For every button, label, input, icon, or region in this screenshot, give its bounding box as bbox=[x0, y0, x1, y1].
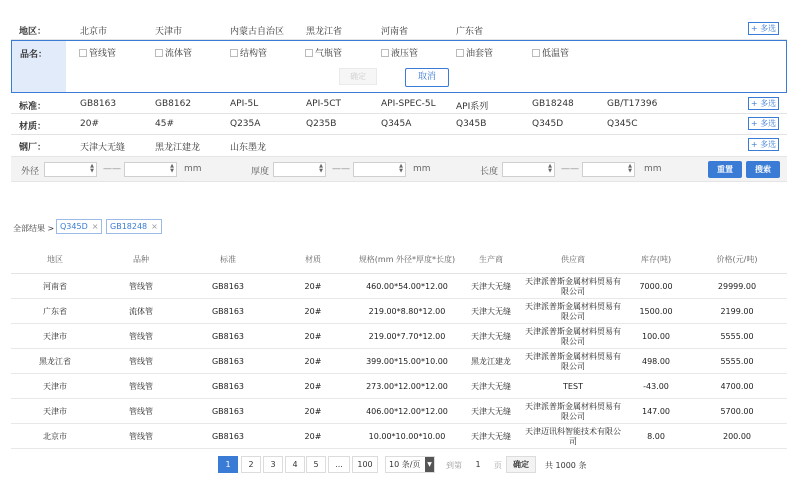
cell-material: 20# bbox=[304, 281, 322, 291]
close-icon[interactable]: × bbox=[151, 222, 158, 231]
cell-material: 20# bbox=[304, 431, 322, 441]
cell-standard: GB8163 bbox=[211, 331, 245, 341]
pinming-check-pipeline[interactable] bbox=[79, 46, 116, 59]
filter-row-material bbox=[11, 114, 787, 135]
goto-page-input[interactable]: 1 bbox=[467, 456, 489, 473]
pinming-option-label: 流体管 bbox=[165, 49, 193, 59]
material-option[interactable]: 45# bbox=[155, 119, 174, 129]
spinner-arrows-icon[interactable]: ▲ ▼ bbox=[319, 163, 323, 174]
standard-option[interactable]: API系列 bbox=[456, 102, 489, 112]
material-option[interactable]: Q345C bbox=[607, 119, 638, 129]
material-option[interactable]: Q345D bbox=[532, 119, 564, 129]
checkbox-icon[interactable] bbox=[230, 49, 238, 57]
cell-manufacturer: 天津大无缝 bbox=[471, 281, 511, 291]
cell-supplier: 天津派普斯金属材料贸易有限公司 bbox=[525, 326, 621, 346]
total-count: 共 1000 条 bbox=[545, 461, 587, 470]
pinming-option-label: 油套管 bbox=[466, 49, 494, 59]
checkbox-icon[interactable] bbox=[79, 49, 87, 57]
column-header: 材质 bbox=[305, 254, 321, 264]
chevron-down-icon[interactable]: ▼ bbox=[425, 457, 434, 472]
cell-stock: 498.00 bbox=[642, 356, 670, 366]
tag-label: Q345D bbox=[60, 222, 88, 231]
cell-region: 天津市 bbox=[43, 331, 67, 341]
cell-supplier: 天津派普斯金属材料贸易有限公司 bbox=[525, 276, 621, 296]
cell-stock: -43.00 bbox=[643, 381, 669, 391]
tag-label: GB18248 bbox=[110, 222, 148, 231]
cell-stock: 1500.00 bbox=[639, 306, 673, 316]
material-option[interactable]: Q235B bbox=[306, 119, 337, 129]
material-option[interactable]: Q345A bbox=[381, 119, 412, 129]
column-header: 标准 bbox=[220, 254, 236, 264]
table-row[interactable] bbox=[11, 274, 787, 299]
page-unit-label: 页 bbox=[494, 461, 502, 470]
range-dash: —— bbox=[561, 164, 579, 174]
cell-price: 200.00 bbox=[723, 431, 751, 441]
standard-multiselect-button[interactable]: + 多选 bbox=[748, 97, 779, 110]
checkbox-icon[interactable] bbox=[532, 49, 540, 57]
pinming-check-fluid[interactable] bbox=[155, 46, 192, 59]
cell-spec: 399.00*15.00*10.00 bbox=[366, 356, 448, 366]
standard-option[interactable]: GB/T17396 bbox=[607, 99, 658, 109]
region-option-guangdong[interactable]: 广东省 bbox=[456, 27, 484, 37]
spinner-arrows-icon[interactable]: ▲ ▼ bbox=[548, 163, 552, 174]
cell-manufacturer: 天津大无缝 bbox=[471, 406, 511, 416]
pinming-check-gas-cylinder[interactable] bbox=[305, 46, 342, 59]
material-multiselect-button[interactable]: + 多选 bbox=[748, 117, 779, 130]
pinming-check-low-temp[interactable] bbox=[532, 46, 569, 59]
cell-variety: 流体管 bbox=[129, 306, 153, 316]
range-unit: mm bbox=[644, 164, 662, 174]
checkbox-icon[interactable] bbox=[305, 49, 313, 57]
column-header: 生产商 bbox=[479, 254, 503, 264]
standard-option[interactable]: API-5CT bbox=[306, 99, 341, 109]
page-button-last[interactable]: 100 bbox=[352, 456, 378, 473]
standard-option[interactable]: API-5L bbox=[230, 99, 259, 109]
cell-variety: 管线管 bbox=[129, 356, 153, 366]
filter-tag-q345d[interactable] bbox=[56, 219, 102, 234]
region-option-tianjin[interactable]: 天津市 bbox=[155, 27, 183, 37]
cell-supplier: TEST bbox=[563, 381, 583, 391]
page-button-1[interactable]: 1 bbox=[218, 456, 238, 473]
filter-panel-pinming bbox=[11, 40, 787, 93]
spinner-arrows-icon[interactable]: ▲ ▼ bbox=[170, 163, 174, 174]
cell-standard: GB8163 bbox=[211, 306, 245, 316]
page-button-4[interactable]: 4 bbox=[285, 456, 305, 473]
cell-spec: 219.00*7.70*12.00 bbox=[368, 331, 446, 341]
range-dash: —— bbox=[103, 164, 121, 174]
cell-material: 20# bbox=[304, 306, 322, 316]
cell-manufacturer: 天津大无缝 bbox=[471, 431, 511, 441]
length-min-input[interactable] bbox=[502, 162, 555, 177]
results-table-header bbox=[11, 244, 787, 274]
mill-option[interactable]: 黑龙江建龙 bbox=[155, 143, 201, 153]
column-header: 供应商 bbox=[561, 254, 585, 264]
cell-spec: 219.00*8.80*12.00 bbox=[368, 306, 446, 316]
cell-standard: GB8163 bbox=[211, 406, 245, 416]
page-button-3[interactable]: 3 bbox=[263, 456, 283, 473]
cell-manufacturer: 黑龙江建龙 bbox=[471, 356, 511, 366]
region-option-beijing[interactable]: 北京市 bbox=[80, 27, 108, 37]
table-row[interactable] bbox=[11, 399, 787, 424]
cell-price: 29999.00 bbox=[717, 281, 757, 291]
page-button-2[interactable]: 2 bbox=[241, 456, 261, 473]
thickness-label: 厚度 bbox=[251, 167, 270, 177]
filter-row-region bbox=[11, 16, 787, 40]
material-option[interactable]: Q235A bbox=[230, 119, 261, 129]
filter-row-standard bbox=[11, 94, 787, 114]
mill-multiselect-button[interactable]: + 多选 bbox=[748, 138, 779, 151]
goto-confirm-button[interactable]: 确定 bbox=[506, 456, 536, 473]
cell-stock: 8.00 bbox=[647, 431, 665, 441]
page-ellipsis[interactable]: ... bbox=[328, 456, 350, 473]
all-results-breadcrumb[interactable]: 全部结果 > bbox=[13, 224, 55, 233]
cell-stock: 100.00 bbox=[642, 331, 670, 341]
pinming-option-label: 气瓶管 bbox=[315, 49, 343, 59]
pinming-confirm-button[interactable]: 确定 bbox=[339, 68, 377, 85]
checkbox-icon[interactable] bbox=[155, 49, 163, 57]
pinming-option-label: 结构管 bbox=[240, 49, 268, 59]
cell-spec: 273.00*12.00*12.00 bbox=[366, 381, 448, 391]
filter-label-mill: 钢厂： bbox=[19, 143, 47, 153]
cell-spec: 460.00*54.00*12.00 bbox=[366, 281, 448, 291]
cell-stock: 7000.00 bbox=[639, 281, 673, 291]
cell-price: 4700.00 bbox=[720, 381, 754, 391]
spinner-arrows-icon[interactable]: ▲ ▼ bbox=[90, 163, 94, 174]
filter-row-mill bbox=[11, 135, 787, 156]
pinming-cancel-button[interactable]: 取消 bbox=[405, 68, 449, 87]
mill-option[interactable]: 山东墨龙 bbox=[230, 143, 267, 153]
page-button-5[interactable]: 5 bbox=[306, 456, 326, 473]
region-multiselect-button[interactable]: + 多选 bbox=[748, 22, 779, 35]
cell-supplier: 天津派普斯金属材料贸易有限公司 bbox=[525, 351, 621, 371]
pinming-check-casing[interactable] bbox=[456, 46, 493, 59]
pinming-check-structural[interactable] bbox=[230, 46, 267, 59]
range-unit: mm bbox=[413, 164, 431, 174]
pinming-check-hydraulic[interactable] bbox=[381, 46, 418, 59]
length-label: 长度 bbox=[480, 167, 499, 177]
outer-diameter-min-input[interactable] bbox=[44, 162, 97, 177]
region-option-henan[interactable]: 河南省 bbox=[381, 27, 409, 37]
thickness-min-input[interactable] bbox=[273, 162, 326, 177]
cell-material: 20# bbox=[304, 356, 322, 366]
column-header: 价格(元/吨) bbox=[716, 254, 758, 264]
pinming-option-label: 液压管 bbox=[391, 49, 419, 59]
cell-region: 黑龙江省 bbox=[39, 356, 71, 366]
spinner-arrows-icon[interactable]: ▲ ▼ bbox=[399, 163, 403, 174]
standard-option[interactable]: GB18248 bbox=[532, 99, 574, 109]
range-filter-bar bbox=[11, 156, 787, 182]
cell-standard: GB8163 bbox=[211, 281, 245, 291]
cell-supplier: 天津迈讯科智能技术有限公司 bbox=[525, 426, 621, 446]
mill-option[interactable]: 天津大无缝 bbox=[80, 143, 126, 153]
cell-price: 2199.00 bbox=[720, 306, 754, 316]
page-size-select[interactable] bbox=[385, 456, 435, 473]
material-option[interactable]: 20# bbox=[80, 119, 99, 129]
column-header: 规格(mm 外径*厚度*长度) bbox=[358, 254, 456, 264]
column-header: 品种 bbox=[133, 254, 149, 264]
cell-material: 20# bbox=[304, 381, 322, 391]
checkbox-icon[interactable] bbox=[456, 49, 464, 57]
cell-standard: GB8163 bbox=[211, 356, 245, 366]
pinming-option-label: 管线管 bbox=[89, 49, 117, 59]
length-max-input[interactable] bbox=[582, 162, 635, 177]
outer-diameter-max-input[interactable] bbox=[124, 162, 177, 177]
range-unit: mm bbox=[184, 164, 202, 174]
page-size-value: 10 条/页 bbox=[389, 460, 421, 469]
material-option[interactable]: Q345B bbox=[456, 119, 487, 129]
spinner-arrows-icon[interactable]: ▲ ▼ bbox=[628, 163, 632, 174]
table-row[interactable] bbox=[11, 324, 787, 349]
table-row[interactable] bbox=[11, 374, 787, 399]
cell-supplier: 天津派普斯金属材料贸易有限公司 bbox=[525, 401, 621, 421]
cell-variety: 管线管 bbox=[129, 431, 153, 441]
cell-region: 天津市 bbox=[43, 381, 67, 391]
cell-manufacturer: 天津大无缝 bbox=[471, 381, 511, 391]
region-option-heilongjiang[interactable]: 黑龙江省 bbox=[306, 27, 343, 37]
cell-supplier: 天津派普斯金属材料贸易有限公司 bbox=[525, 301, 621, 321]
cell-price: 5555.00 bbox=[720, 356, 754, 366]
outer-diameter-label: 外径 bbox=[21, 167, 40, 177]
range-dash: —— bbox=[332, 164, 350, 174]
reset-button[interactable]: 重置 bbox=[708, 161, 742, 178]
cell-manufacturer: 天津大无缝 bbox=[471, 306, 511, 316]
filter-label-region: 地区： bbox=[19, 27, 47, 37]
standard-option[interactable]: GB8163 bbox=[80, 99, 117, 109]
cell-material: 20# bbox=[304, 406, 322, 416]
table-row[interactable] bbox=[11, 299, 787, 324]
filter-label-standard: 标准： bbox=[19, 102, 47, 112]
column-header: 库存(吨) bbox=[640, 254, 672, 264]
thickness-max-input[interactable] bbox=[353, 162, 406, 177]
cell-region: 河南省 bbox=[43, 281, 67, 291]
close-icon[interactable]: × bbox=[91, 222, 99, 231]
cell-material: 20# bbox=[304, 331, 322, 341]
cell-region: 北京市 bbox=[43, 431, 67, 441]
cell-region: 天津市 bbox=[43, 406, 67, 416]
cell-variety: 管线管 bbox=[129, 381, 153, 391]
cell-price: 5700.00 bbox=[720, 406, 754, 416]
table-row[interactable] bbox=[11, 349, 787, 374]
cell-variety: 管线管 bbox=[129, 281, 153, 291]
cell-price: 5555.00 bbox=[720, 331, 754, 341]
goto-label: 到第 bbox=[446, 461, 462, 470]
cell-standard: GB8163 bbox=[211, 381, 245, 391]
standard-option[interactable]: API-SPEC-5L bbox=[381, 99, 436, 109]
table-row[interactable] bbox=[11, 424, 787, 449]
cell-standard: GB8163 bbox=[211, 431, 245, 441]
cell-variety: 管线管 bbox=[129, 406, 153, 416]
checkbox-icon[interactable] bbox=[381, 49, 389, 57]
search-button[interactable]: 搜索 bbox=[746, 161, 780, 178]
cell-region: 广东省 bbox=[43, 306, 67, 316]
cell-stock: 147.00 bbox=[642, 406, 670, 416]
cell-spec: 406.00*12.00*12.00 bbox=[366, 406, 448, 416]
cell-spec: 10.00*10.00*10.00 bbox=[368, 431, 446, 441]
filter-tag-gb18248[interactable] bbox=[106, 219, 162, 234]
filter-label-pinming: 品名： bbox=[20, 50, 48, 60]
column-header: 地区 bbox=[47, 254, 63, 264]
pinming-option-label: 低温管 bbox=[542, 49, 570, 59]
filter-label-material: 材质： bbox=[19, 122, 47, 132]
cell-manufacturer: 天津大无缝 bbox=[471, 331, 511, 341]
region-option-neimenggu[interactable]: 内蒙古自治区 bbox=[230, 27, 285, 37]
cell-variety: 管线管 bbox=[129, 331, 153, 341]
standard-option[interactable]: GB8162 bbox=[155, 99, 192, 109]
